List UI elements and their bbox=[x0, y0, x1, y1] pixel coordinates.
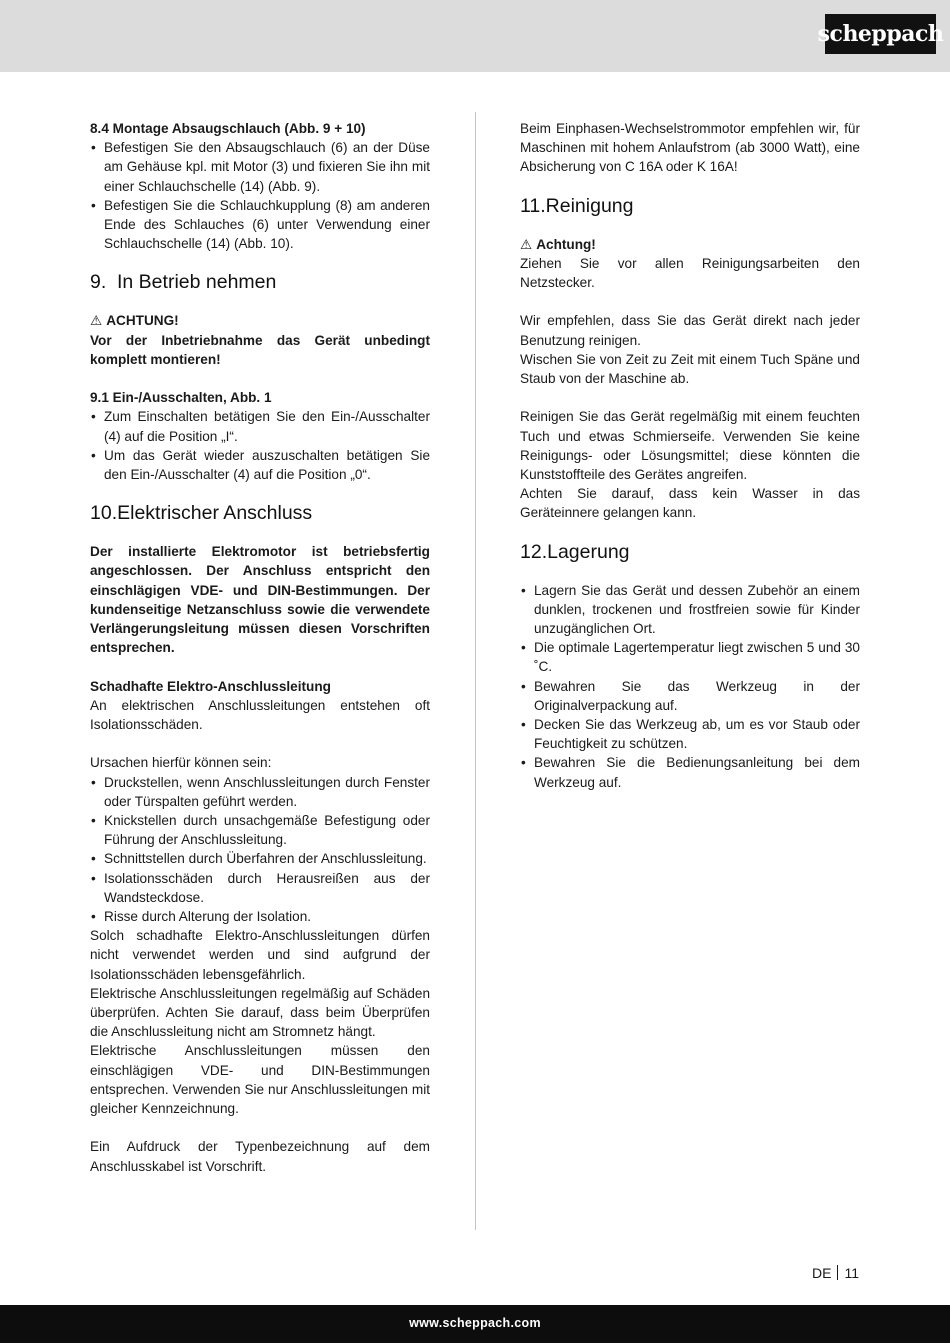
left-column bbox=[90, 119, 430, 1176]
list-item: • Bewahren Sie das Werkzeug in der Originalverpackung auf. bbox=[520, 677, 860, 715]
language-code: DE bbox=[812, 1265, 832, 1281]
separator bbox=[837, 1265, 838, 1280]
storage-list bbox=[520, 581, 860, 792]
section-10-heading bbox=[90, 501, 430, 525]
section-number: 10. bbox=[90, 502, 118, 525]
list-item: • Decken Sie das Werkzeug ab, um es vor Staub oder Feuchtigkeit zu schützen. bbox=[520, 715, 860, 753]
list-item: • Risse durch Alterung der Isolation. bbox=[90, 907, 430, 926]
paragraph: An elektrischen Anschlussleitungen entstehen oft Isolationsschäden. bbox=[90, 697, 430, 733]
footer-band bbox=[0, 1305, 950, 1343]
causes-list bbox=[90, 773, 430, 927]
paragraph: Ein Aufdruck der Typenbezeichnung auf dem Anschlusskabel ist Vorschrift. bbox=[90, 1139, 430, 1174]
warning-icon: ⚠ bbox=[520, 236, 533, 252]
brand-logo: scheppach bbox=[825, 14, 936, 54]
paragraph: Ursachen hierfür können sein: bbox=[90, 755, 272, 771]
section-11-heading bbox=[520, 194, 860, 218]
section-8-4-heading: 8.4 Montage Absaugschlauch (Abb. 9 + 10) bbox=[90, 121, 366, 136]
header-band bbox=[0, 0, 950, 72]
section-title: In Betrieb nehmen bbox=[117, 271, 277, 294]
paragraph: Elektrische Anschlussleitungen müssen den einschlägigen VDE- und DIN-Bestimmungen entsprechen. Verwenden Sie nur Anschlussleitungen mit gleicher Kennzeichnung. bbox=[90, 1043, 430, 1117]
right-column bbox=[520, 119, 860, 792]
website-link[interactable]: www.scheppach.com bbox=[409, 1316, 541, 1330]
subsection-heading: Schadhafte Elektro-Anschlussleitung bbox=[90, 678, 331, 694]
section-title: Lagerung bbox=[547, 540, 630, 563]
paragraph: Achten Sie darauf, dass kein Wasser in das Geräteinnere gelangen kann. bbox=[520, 486, 860, 521]
paragraph: Reinigen Sie das Gerät regelmäßig mit einem feuchten Tuch und etwas Schmierseife. Verwenden Sie keine Reinigungs- oder Lösungsmittel; diese könnten die Kunststoffteile des Gerätes angreifen. bbox=[520, 409, 860, 483]
list-item: • Isolationsschäden durch Herausreißen aus der Wandsteckdose. bbox=[90, 869, 430, 907]
section-9-heading bbox=[90, 270, 430, 294]
paragraph: Wischen Sie von Zeit zu Zeit mit einem Tuch Späne und Staub von der Maschine ab. bbox=[520, 351, 860, 387]
paragraph: Beim Einphasen-Wechselstrommotor empfehlen wir, für Maschinen mit hohem Anlaufstrom (ab 3000 Watt), eine Absicherung von C 16A oder K 16A! bbox=[520, 121, 860, 175]
page-index: 11 bbox=[844, 1265, 859, 1281]
section-8-4-list bbox=[90, 138, 430, 253]
list-item: • Um das Gerät wieder auszuschalten betätigen Sie den Ein-/Ausschalter (4) auf die Position „0“. bbox=[90, 446, 430, 484]
section-title: Elektrischer Anschluss bbox=[117, 502, 313, 525]
list-item: • Knickstellen durch unsachgemäße Befestigung oder Führung der Anschlussleitung. bbox=[90, 811, 430, 849]
list-item: • Schnittstellen durch Überfahren der Anschlussleitung. bbox=[90, 849, 430, 868]
warning-text: Ziehen Sie vor allen Reinigungsarbeiten den Netzstecker. bbox=[520, 255, 860, 291]
section-9-1-heading: 9.1 Ein-/Ausschalten, Abb. 1 bbox=[90, 390, 272, 406]
list-item: • Befestigen Sie die Schlauchkupplung (8) am anderen Ende des Schlauches (6) unter Verwendung einer Schlauchschelle (14) (Abb. 10). bbox=[90, 196, 430, 254]
section-number: 11. bbox=[520, 194, 546, 217]
section-10-intro: Der installierte Elektromotor ist betriebsfertig angeschlossen. Der Anschluss entspricht den einschlägigen VDE- und DIN-Bestimmungen. Der kundenseitige Netzanschluss sowie die verwendete Verlängerungsleitung müssen diesen Vorschriften entsprechen. bbox=[90, 544, 430, 656]
warning-heading bbox=[520, 235, 860, 254]
list-item: • Bewahren Sie die Bedienungsanleitung bei dem Werkzeug auf. bbox=[520, 753, 860, 791]
list-item: • Die optimale Lagertemperatur liegt zwischen 5 und 30 ˚C. bbox=[520, 638, 860, 676]
paragraph: Wir empfehlen, dass Sie das Gerät direkt nach jeder Benutzung reinigen. bbox=[520, 313, 860, 348]
section-number: 9. bbox=[90, 271, 107, 294]
list-item: • Befestigen Sie den Absaugschlauch (6) an der Düse am Gehäuse kpl. mit Motor (3) und fixieren Sie ihn mit einer Schlauchschelle (14) (Abb. 9). bbox=[90, 138, 430, 196]
section-9-1-list bbox=[90, 407, 430, 484]
list-item: • Druckstellen, wenn Anschlussleitungen durch Fenster oder Türspalten geführt werden. bbox=[90, 773, 430, 811]
list-item: • Lagern Sie das Gerät und dessen Zubehör an einem dunklen, trockenen und frostfreien sowie für Kinder unzugänglichen Ort. bbox=[520, 581, 860, 639]
section-title: Reinigung bbox=[545, 194, 634, 217]
paragraph: Solch schadhafte Elektro-Anschlussleitungen dürfen nicht verwendet werden und sind aufgrund der Isolationsschäden lebensgefährlich. bbox=[90, 928, 430, 982]
section-number: 12. bbox=[520, 540, 548, 563]
warning-title: ACHTUNG! bbox=[106, 313, 179, 329]
warning-icon: ⚠ bbox=[90, 313, 103, 329]
page-number bbox=[812, 1265, 859, 1281]
paragraph: Elektrische Anschlussleitungen regelmäßig auf Schäden überprüfen. Achten Sie darauf, dass beim Überprüfen die Anschlussleitung nicht am Stromnetz hängt. bbox=[90, 985, 430, 1040]
warning-heading bbox=[90, 311, 430, 330]
warning-text: Vor der Inbetriebnahme das Gerät unbedingt komplett montieren! bbox=[90, 332, 430, 367]
section-12-heading bbox=[520, 540, 860, 564]
warning-title: Achtung! bbox=[536, 236, 596, 252]
column-divider bbox=[475, 112, 476, 1230]
list-item: • Zum Einschalten betätigen Sie den Ein-/Ausschalter (4) auf die Position „I“. bbox=[90, 407, 430, 445]
